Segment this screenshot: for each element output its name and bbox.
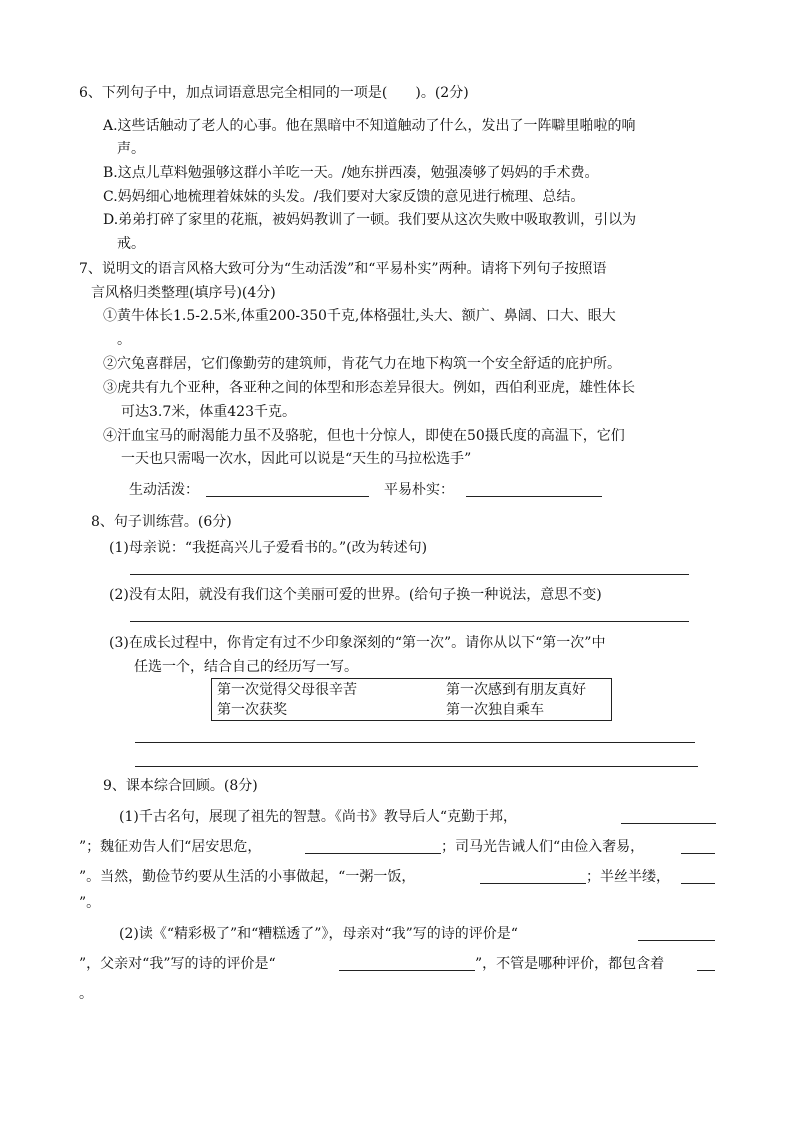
- q6-option-b: B.这点儿草料勉强够这群小羊吃一天。/她东拼西凑，勉强凑够了妈妈的手术费。: [103, 165, 599, 181]
- q9-blank[interactable]: [638, 940, 715, 941]
- q9-blank[interactable]: [681, 853, 715, 854]
- q6-option-a-line2: 声。: [117, 141, 145, 157]
- q9-part2-line3: 。: [79, 986, 93, 1002]
- q7-sentence-3-line2: 可达3.7米，体重423千克。: [121, 404, 296, 420]
- q6-option-d-line2: 戒。: [117, 236, 145, 252]
- q9-blank[interactable]: [480, 883, 586, 884]
- q7-stem-line1: 7、说明文的语言风格大致可分为“生动活泼”和“平易朴实”两种。请将下列句子按照语: [79, 261, 607, 277]
- q9-blank[interactable]: [339, 970, 475, 971]
- q9-blank[interactable]: [681, 883, 715, 884]
- q9-part2-line2-end: ”，不管是哪种评价，都包含着: [475, 956, 665, 972]
- q8-part3-answer-line[interactable]: [135, 766, 698, 767]
- q8-first-time-options-box: [211, 678, 612, 721]
- first-time-option: 第一次独自乘车: [446, 702, 544, 718]
- q7-lively-answer-blank[interactable]: [206, 496, 369, 497]
- q6-option-c: C.妈妈细心地梳理着妹妹的头发。/我们要对大家反馈的意见进行梳理、总结。: [103, 189, 585, 205]
- first-time-option: 第一次获奖: [217, 702, 287, 718]
- first-time-option: 第一次觉得父母很辛苦: [217, 682, 357, 698]
- q6-option-d-line1: D.弟弟打碎了家里的花瓶，被妈妈教训了一顿。我们要从这次失败中吸取教训，引以为: [103, 212, 637, 228]
- q7-sentence-1-line2: 。: [117, 332, 131, 348]
- q7-stem-line2: 言风格归类整理(填序号)(4分): [91, 285, 276, 301]
- q9-part2-line1: (2)读《“精彩极了”和“糟糕透了”》，母亲对“我”写的诗的评价是“: [119, 926, 518, 942]
- q8-part1-answer-line[interactable]: [130, 574, 689, 575]
- q6-stem: 6、下列句子中，加点词语意思完全相同的一项是( )。(2分): [79, 85, 469, 101]
- q7-sentence-4-line1: ④汗血宝马的耐渴能力虽不及骆驼，但也十分惊人，即使在50摄氏度的高温下，它们: [103, 428, 625, 444]
- q7-plain-answer-blank[interactable]: [466, 496, 602, 497]
- q9-blank[interactable]: [305, 853, 441, 854]
- q7-plain-label: 平易朴实：: [384, 482, 454, 498]
- q9-part1-line1: (1)千古名句，展现了祖先的智慧。《尚书》教导后人“克勤于邦，: [119, 809, 517, 825]
- q7-sentence-2: ②穴兔喜群居，它们像勤劳的建筑师，肯花气力在地下构筑一个安全舒适的庇护所。: [103, 356, 621, 372]
- q8-part3-prompt-line1: (3)在成长过程中，你肯定有过不少印象深刻的“第一次”。请你从以下“第一次”中: [109, 635, 606, 651]
- q7-sentence-1-line1: ①黄牛体长1.5-2.5米,体重200-350千克,体格强壮,头大、额广、鼻阔、口大、眼大: [103, 308, 616, 324]
- q9-part1-line4: ”。: [79, 895, 101, 911]
- q9-part1-line3-start: ”。当然，勤俭节约要从生活的小事做起，“一粥一饭，: [79, 869, 416, 885]
- q6-option-a-line1: A.这些话触动了老人的心事。他在黑暗中不知道触动了什么，发出了一阵噼里啪啦的响: [103, 118, 636, 134]
- q8-part2-prompt: (2)没有太阳，就没有我们这个美丽可爱的世界。(给句子换一种说法，意思不变): [109, 587, 602, 603]
- q7-sentence-4-line2: 一天也只需喝一次水，因此可以说是“天生的马拉松选手”: [121, 451, 472, 467]
- q7-lively-label: 生动活泼：: [129, 482, 199, 498]
- q8-part3-prompt-line2: 任选一个，结合自己的经历写一写。: [134, 659, 358, 675]
- q7-sentence-3-line1: ③虎共有九个亚种，各亚种之间的体型和形态差异很大。例如，西伯利亚虎，雄性体长: [103, 380, 635, 396]
- q8-part2-answer-line[interactable]: [130, 621, 689, 622]
- q9-part1-line2-end: ；司马光告诫人们“由俭入奢易，: [441, 839, 645, 855]
- q8-stem: 8、句子训练营。(6分): [91, 514, 232, 530]
- q9-part1-line3-end: ；半丝半缕，: [586, 869, 670, 885]
- first-time-option: 第一次感到有朋友真好: [446, 682, 586, 698]
- q9-part1-line2-start: ”；魏征劝告人们“居安思危，: [79, 839, 262, 855]
- q8-part1-prompt: (1)母亲说：“我挺高兴儿子爱看书的。”(改为转述句): [109, 540, 428, 556]
- q9-blank[interactable]: [621, 823, 716, 824]
- q9-part2-line2-start: ”，父亲对“我”写的诗的评价是“: [79, 956, 276, 972]
- q9-blank[interactable]: [697, 970, 715, 971]
- q8-part3-answer-line[interactable]: [135, 742, 695, 743]
- q9-stem: 9、课本综合回顾。(8分): [103, 778, 258, 794]
